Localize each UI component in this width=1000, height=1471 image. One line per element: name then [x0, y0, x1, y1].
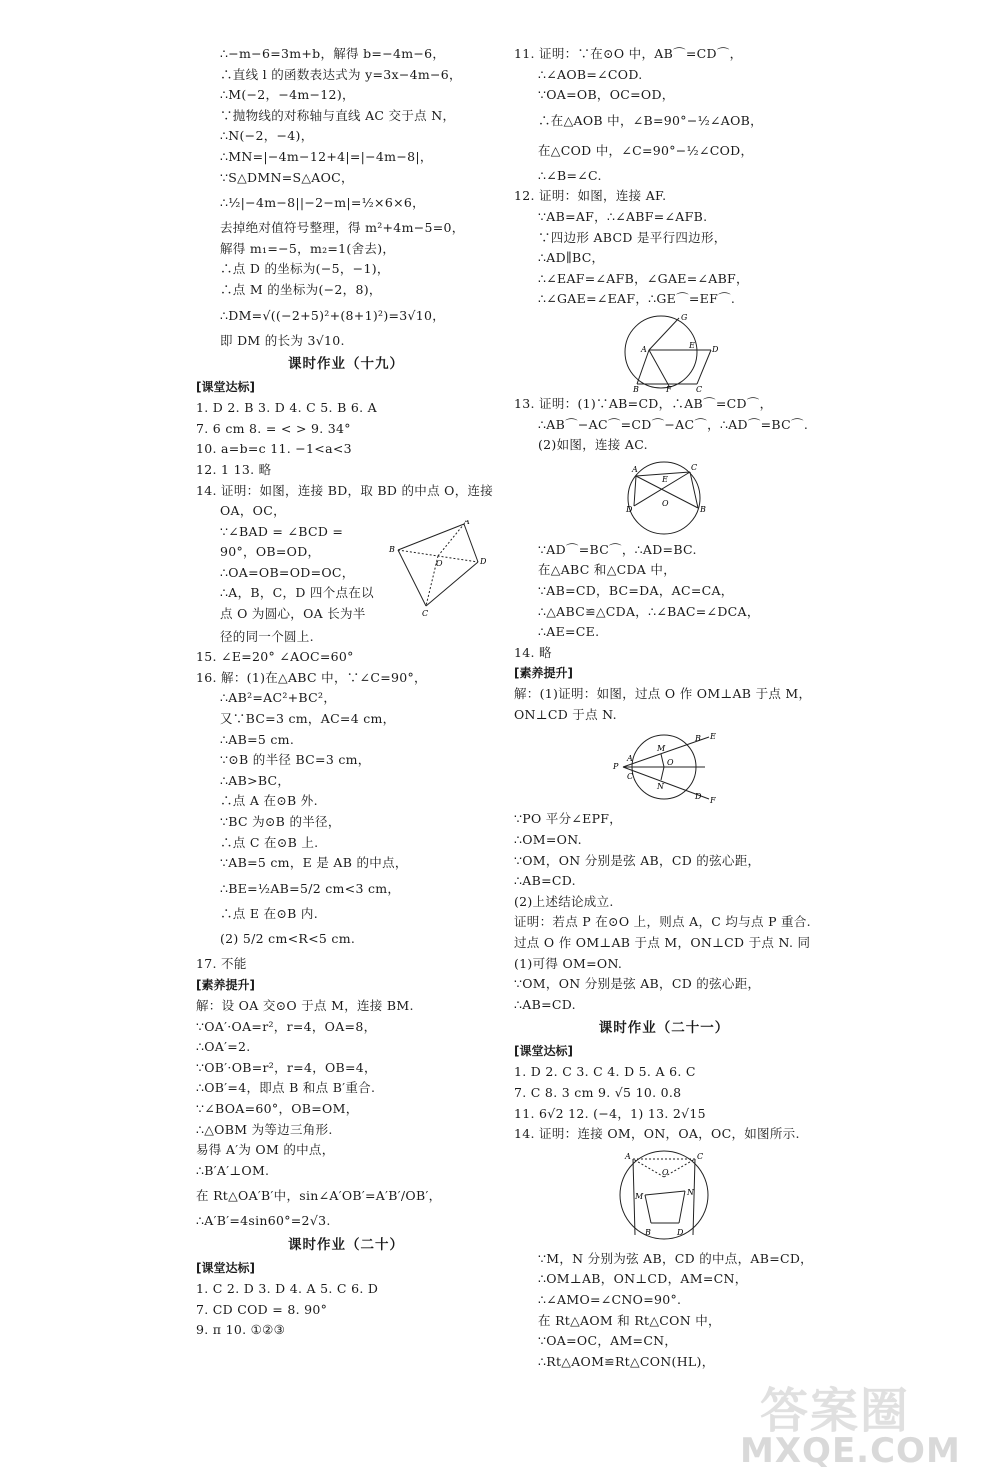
section-subtitle: [素养提升] [514, 666, 573, 681]
text-line: ∴∠GAE=∠EAF，∴GE⌒=EF⌒. [538, 291, 736, 307]
left-column [196, 44, 496, 1341]
text-line: 解：设 OA 交⊙O 于点 M，连接 BM. [196, 998, 414, 1013]
text-line: ∴AB²=AC²+BC²， [220, 690, 337, 706]
text-line: 即 DM 的长为 3√10. [220, 332, 345, 348]
text-line: ∴OM⊥AB，ON⊥CD，AM=CN， [538, 1271, 748, 1287]
svg-text:N: N [657, 782, 664, 792]
text-line: ∴点 E 在⊙B 内. [220, 905, 318, 921]
text-line: (1)可得 OM=ON. [514, 955, 623, 971]
text-line: OA，OC， [220, 503, 286, 519]
text-line: 在△COD 中，∠C=90°−½∠COD， [538, 142, 754, 158]
text-line: ∵OA′·OA=r²，r=4，OA=8， [196, 1018, 377, 1034]
text-line: ∵AB=AF，∴∠ABF=∠AFB. [538, 208, 708, 224]
svg-text:C: C [697, 1151, 704, 1161]
svg-text:F: F [710, 796, 716, 806]
text-line: ∵AD⌒=BC⌒，∴AD=BC. [538, 541, 697, 557]
text-line: ∵PO 平分∠EPF， [514, 811, 623, 827]
section-title: 课时作业（二十一） [598, 1020, 730, 1037]
text-line: ∴△ABC≌△CDA，∴∠BAC=∠DCA， [538, 603, 760, 619]
text-line: 过点 O 作 OM⊥AB 于点 M，ON⊥CD 于点 N. 同 [514, 935, 811, 951]
text-line: ∴OA=OB=OD=OC， [220, 564, 355, 580]
text-line: ∴B′A′⊥OM. [196, 1162, 270, 1178]
text-line: ∴AB>BC， [220, 772, 291, 788]
svg-text:C: C [422, 608, 429, 618]
svg-text:C: C [627, 772, 634, 782]
text-line: ∴直线 l 的函数表达式为 y=3x−4m−6， [220, 66, 462, 82]
text-line: ∵OM，ON 分别是弦 AB，CD 的弦心距， [514, 852, 761, 868]
svg-text:A: A [632, 464, 638, 474]
text-line: 又∵BC=3 cm，AC=4 cm， [220, 711, 396, 727]
section-title: 课时作业（十九） [288, 356, 404, 373]
text-line: 7. C 8. 3 cm 9. √5 10. 0.8 [514, 1085, 682, 1100]
text-line: ON⊥CD 于点 N. [514, 706, 617, 722]
text-line: ∴OM=ON. [514, 832, 582, 848]
text-line: (2)如图，连接 AC. [538, 437, 648, 453]
svg-text:B: B [389, 544, 395, 554]
text-line: ∵OM，ON 分别是弦 AB，CD 的弦心距， [514, 976, 761, 992]
text-line: ∴M(−2，−4m−12)， [220, 87, 355, 103]
text-line: ∴AB=CD. [514, 996, 576, 1012]
text-line: ∴∠AOB=∠COD. [538, 66, 643, 82]
text-line: 证明：若点 P 在⊙O 上，则点 A，C 均与点 P 重合. [514, 914, 811, 930]
svg-text:E: E [710, 732, 716, 742]
text-line: ∴点 M 的坐标为(−2，8)， [220, 281, 382, 297]
circle-figure-13 [614, 458, 714, 538]
svg-text:D: D [677, 1227, 684, 1237]
text-line: 1. C 2. D 3. D 4. A 5. C 6. D [196, 1280, 379, 1296]
text-line: 17. 不能 [196, 956, 247, 972]
text-line: ∴OB′=4，即点 B 和点 B′重合. [196, 1080, 376, 1096]
text-line: ∴∠AMO=∠CNO=90°. [538, 1291, 682, 1307]
text-line: 14. 证明：连接 OM，ON，OA，OC，如图所示. [514, 1126, 800, 1142]
svg-text:D: D [480, 556, 487, 566]
text-line: 1. D 2. C 3. C 4. D 5. A 6. C [514, 1064, 696, 1080]
text-line: ∴N(−2，−4)， [220, 128, 314, 144]
text-line: (2)上述结论成立. [514, 893, 614, 909]
svg-text:A: A [464, 519, 470, 526]
circle-figure-suyang [609, 727, 719, 807]
text-line: ∴∠B=∠C. [538, 167, 602, 183]
text-line: 7. CD COD = 8. 90° [196, 1301, 328, 1317]
text-line: ∵M，N 分别为弦 AB，CD 的中点，AB=CD， [538, 1250, 813, 1266]
text-line: ∵OA=OB，OC=OD， [538, 87, 675, 103]
text-line: ∴AB⌒−AC⌒=CD⌒−AC⌒，∴AD⌒=BC⌒. [538, 416, 809, 432]
text-line: ∴BE=½AB=5/2 cm<3 cm， [220, 880, 401, 896]
text-line: ∴点 D 的坐标为(−5，−1)， [220, 261, 390, 277]
watermark-logo: 答案圈 [760, 1383, 911, 1439]
text-line: ∴AB=5 cm. [220, 731, 295, 747]
text-line: (2) 5/2 cm<R<5 cm. [220, 931, 356, 947]
text-line: 径的同一个圆上. [220, 628, 314, 644]
svg-text:D: D [695, 792, 702, 802]
text-line: 在 Rt△AOM 和 Rt△CON 中， [538, 1312, 721, 1328]
svg-text:B: B [633, 384, 639, 392]
svg-text:C: C [696, 384, 703, 392]
svg-text:B: B [695, 734, 701, 744]
svg-text:N: N [687, 1187, 694, 1197]
text-line: ∴点 C 在⊙B 上. [220, 834, 319, 850]
svg-text:A: A [625, 1151, 631, 1161]
svg-text:D: D [626, 504, 633, 514]
section-title: 课时作业（二十） [288, 1236, 404, 1253]
text-line: ∴∠EAF=∠AFB，∠GAE=∠ABF， [538, 270, 749, 286]
text-line: ∴A，B，C，D 四个点在以 [220, 585, 374, 601]
text-line: ∴AD∥BC， [538, 250, 605, 266]
text-line: 15. ∠E=20° ∠AOC=60° [196, 649, 354, 665]
svg-text:D: D [712, 344, 719, 354]
text-line: 11. 证明：∵在⊙O 中，AB⌒=CD⌒， [514, 46, 743, 61]
text-line: ∴DM=√((−2+5)²+(8+1)²)=3√10， [220, 307, 446, 323]
text-line: 在△ABC 和△CDA 中， [538, 562, 676, 578]
text-line: 7. 6 cm 8. = < > 9. 34° [196, 420, 351, 436]
svg-text:M: M [657, 744, 666, 754]
text-line: 在 Rt△OA′B′中，sin∠A′OB′=A′B′/OB′， [196, 1188, 442, 1204]
text-line: ∴OA′=2. [196, 1039, 251, 1055]
section-subtitle: [课堂达标] [196, 380, 255, 395]
text-line: ∵AB=5 cm，E 是 AB 的中点， [220, 855, 408, 871]
text-line: 1. D 2. B 3. D 4. C 5. B 6. A [196, 400, 377, 416]
watermark-site: MXQE.COM [740, 1431, 961, 1471]
svg-text:B: B [700, 504, 706, 514]
text-line: ∴在△AOB 中，∠B=90°−½∠AOB， [538, 112, 763, 128]
svg-text:B: B [645, 1227, 651, 1237]
svg-text:G: G [681, 312, 688, 322]
text-line: ∵AB=CD，BC=DA，AC=CA， [538, 582, 734, 598]
circle-figure-12 [599, 312, 729, 392]
svg-text:A: A [641, 344, 647, 354]
text-line: ∴点 A 在⊙B 外. [220, 793, 318, 809]
text-line: ∵⊙B 的半径 BC=3 cm， [220, 752, 371, 768]
text-line: 12. 1 13. 略 [196, 461, 272, 477]
section-subtitle: [素养提升] [196, 978, 255, 992]
text-line: ∵BC 为⊙B 的半径， [220, 814, 341, 830]
text-line: 解：(1)证明：如图，过点 O 作 OM⊥AB 于点 M， [514, 686, 812, 702]
text-line: ∴−m−6=3m+b，解得 b=−4m−6， [220, 46, 446, 61]
text-line: ∴AB=CD. [514, 873, 576, 889]
text-line: ∵∠BOA=60°，OB=OM， [196, 1100, 359, 1116]
text-line: 16. 解：(1)在△ABC 中，∵∠C=90°， [196, 669, 427, 685]
text-line: 11. 6√2 12. (−4，1) 13. 2√15 [514, 1105, 706, 1121]
problem-14-block [196, 519, 496, 627]
quadrilateral-figure-14 [388, 520, 492, 618]
text-line: ∵OA=OC，AM=CN， [538, 1333, 678, 1349]
svg-text:O: O [436, 558, 443, 568]
svg-text:O: O [662, 498, 669, 508]
text-line: ∴A′B′=4sin60°=2√3. [196, 1213, 331, 1229]
svg-text:M: M [635, 1191, 644, 1201]
right-column [514, 44, 814, 1372]
text-line: 10. a=b=c 11. −1<a<3 [196, 441, 352, 457]
svg-text:C: C [691, 462, 698, 472]
text-line: ∴AE=CE. [538, 624, 600, 640]
text-line: ∴△OBM 为等边三角形. [196, 1121, 333, 1137]
text-line: ∴MN=|−4m−12+4|=|−4m−8|， [220, 148, 433, 164]
text-line: 去掉绝对值符号整理，得 m²+4m−5=0， [220, 220, 465, 236]
text-line: 13. 证明：(1)∵AB=CD，∴AB⌒=CD⌒， [514, 395, 773, 411]
svg-text:O: O [667, 758, 674, 768]
text-line: ∵OB′·OB=r²，r=4，OB=4， [196, 1059, 377, 1075]
text-line: 易得 A′为 OM 的中点， [196, 1142, 335, 1158]
circle-figure-21 [609, 1147, 719, 1247]
text-line: 14. 略 [514, 644, 552, 660]
text-line: ∵抛物线的对称轴与直线 AC 交于点 N， [220, 107, 456, 123]
text-line: 90°，OB=OD， [220, 544, 321, 560]
text-line: ∴½|−4m−8||−2−m|=½×6×6， [220, 195, 425, 211]
svg-text:E: E [662, 474, 668, 484]
text-line: 点 O 为圆心，OA 长为半 [220, 606, 366, 622]
text-line: ∵∠BAD = ∠BCD = [220, 523, 344, 539]
svg-text:A: A [627, 754, 633, 764]
svg-text:O: O [662, 1167, 669, 1177]
text-line: ∵四边形 ABCD 是平行四边形， [538, 229, 727, 245]
text-line: 解得 m₁=−5，m₂=1(舍去)， [220, 240, 396, 256]
section-subtitle: [课堂达标] [514, 1044, 573, 1059]
text-line: 14. 证明：如图，连接 BD，取 BD 的中点 O，连接 [196, 482, 494, 498]
text-line: ∵S△DMN=S△AOC， [220, 169, 354, 185]
svg-text:E: E [689, 340, 695, 350]
svg-text:P: P [613, 762, 619, 772]
svg-text:F: F [666, 384, 672, 392]
section-subtitle: [课堂达标] [196, 1260, 255, 1275]
text-line: 12. 证明：如图，连接 AF. [514, 188, 667, 204]
text-line: ∴Rt△AOM≌Rt△CON(HL)， [538, 1353, 715, 1369]
text-line: 9. π 10. ①②③ [196, 1322, 286, 1338]
